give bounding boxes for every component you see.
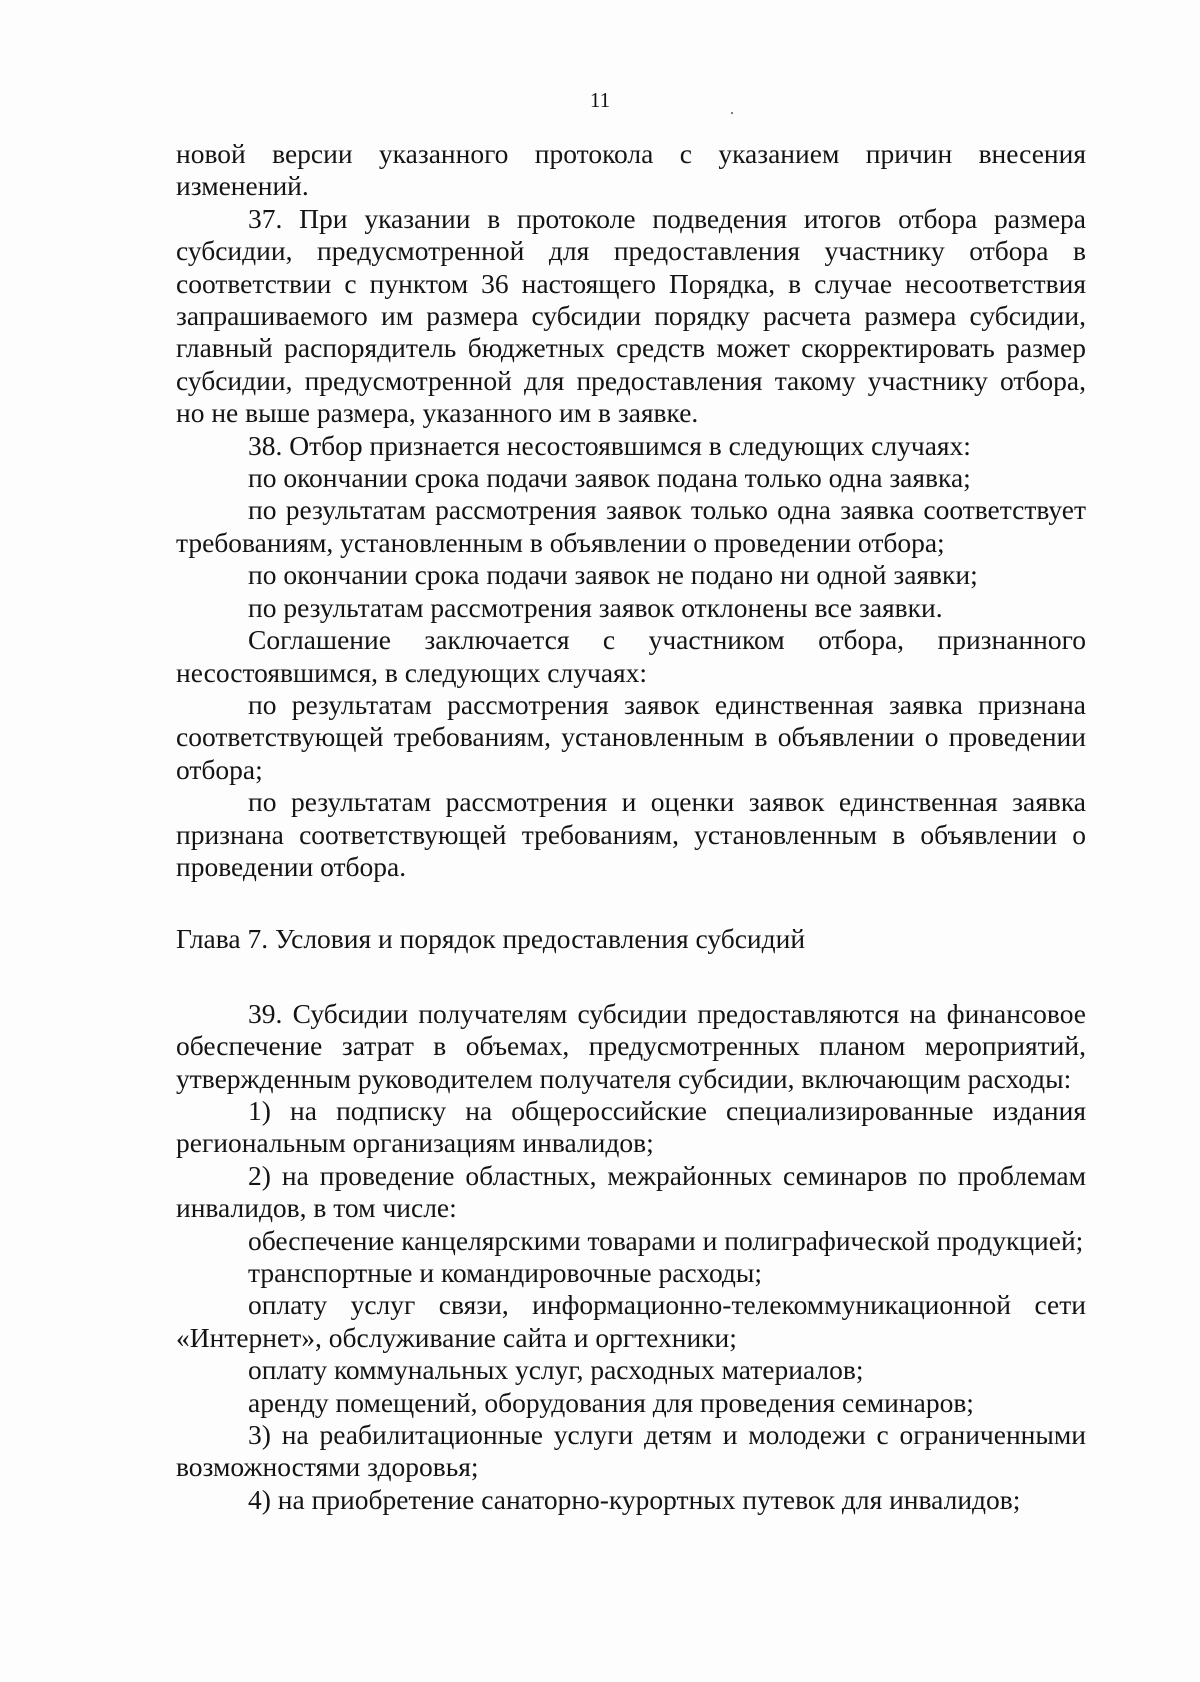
paragraph: обеспечение канцелярскими товарами и полиграфической продукцией; xyxy=(248,1224,1084,1256)
paragraph: 4) на приобретение санаторно-курортных путевок для инвалидов; xyxy=(248,1483,1021,1515)
paragraph: по результатам рассмотрения и оценки заявок единственная заявка признана соответствующей требованиям, установленным в объявлении о проведении отбора. xyxy=(176,786,1086,882)
paragraph: по окончании срока подачи заявок подана только одна заявка; xyxy=(248,462,971,494)
paragraph: 39. Субсидии получателям субсидии предоставляются на финансовое обеспечение затрат в объемах, предусмотренных планом мероприятий, утвержденным руководителем получателя субсидии, включающим расходы: xyxy=(176,997,1086,1094)
page-number: 11 xyxy=(589,88,611,112)
section-before-heading xyxy=(176,138,1086,883)
chapter-heading: Глава 7. Условия и порядок предоставления субсидий xyxy=(176,923,806,955)
paragraph: по окончании срока подачи заявок не подано ни одной заявки; xyxy=(248,559,978,591)
paragraph: по результатам рассмотрения заявок единственная заявка признана соответствующей требованиям, установленным в объявлении о проведении отбора; xyxy=(176,688,1086,785)
paragraph: 1) на подписку на общероссийские специализированные издания региональным организациям инвалидов; xyxy=(176,1094,1086,1159)
section-after-heading xyxy=(176,998,1086,1517)
paragraph: 38. Отбор признается несостоявшимся в следующих случаях: xyxy=(248,429,971,461)
paragraph: по результатам рассмотрения заявок отклонены все заявки. xyxy=(248,591,943,623)
paragraph: 2) на проведение областных, межрайонных семинаров по проблемам инвалидов, в том числе: xyxy=(176,1159,1086,1224)
scan-speck xyxy=(731,112,733,114)
paragraph: 3) на реабилитационные услуги детям и молодежи с ограниченными возможностями здоровья; xyxy=(176,1419,1086,1483)
paragraph: новой версии указанного протокола с указанием причин внесения изменений. xyxy=(176,138,1086,202)
paragraph: Соглашение заключается с участником отбора, признанного несостоявшимся, в следующих случаях: xyxy=(176,624,1086,688)
paragraph: 37. При указании в протоколе подведения итогов отбора размера субсидии, предусмотренной для предоставления участнику отбора в соответствии с пунктом 36 настоящего Порядка, в случае несоответствия запрашиваемого им размера субсидии порядку расчета размера субсидии, главный распорядитель бюджетных средств может скорректировать размер субсидии, предусмотренной для предоставления такому участнику отбора, но не выше размера, указанного им в заявке. xyxy=(176,202,1086,429)
paragraph: аренду помещений, оборудования для проведения семинаров; xyxy=(248,1386,974,1418)
paragraph: по результатам рассмотрения заявок только одна заявка соответствует требованиям, установленным в объявлении о проведении отбора; xyxy=(176,494,1086,558)
paragraph: оплату коммунальных услуг, расходных материалов; xyxy=(248,1354,864,1386)
paragraph: транспортные и командировочные расходы; xyxy=(248,1257,763,1288)
paragraph: оплату услуг связи, информационно-телекоммуникационной сети «Интернет», обслуживание сайта и оргтехники; xyxy=(176,1289,1086,1353)
document-body xyxy=(176,138,1086,1516)
